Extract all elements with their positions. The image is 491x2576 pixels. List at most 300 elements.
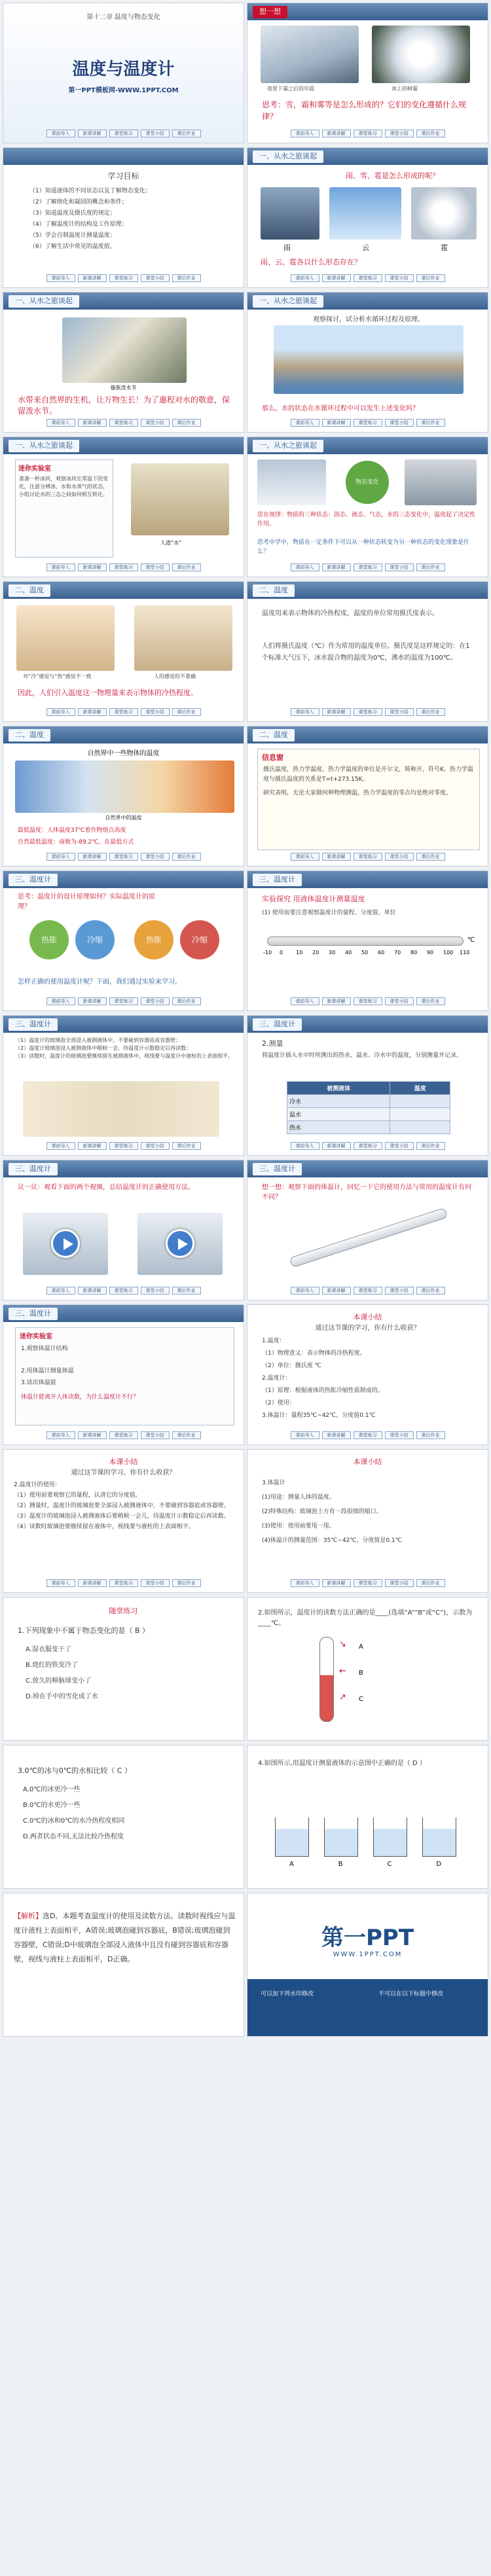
nav-button-1[interactable]: 课前导入 [46,274,75,282]
nav-button-1[interactable]: 课前导入 [291,1142,319,1150]
nav-button-4[interactable]: 课堂小结 [141,564,170,571]
table-header: 被测液体 [287,1082,390,1095]
table-cell[interactable] [390,1095,450,1108]
slide-header [3,871,244,888]
scale-tick-label: 90 [427,950,434,956]
hand-water-illustration-1 [16,605,115,671]
usage-rule: （1）温度计的玻璃泡全部浸入被测液体中，不要碰到容器底或容器壁； [15,1037,181,1043]
measure-title: 2.测量 [262,1039,283,1048]
info-text: 摄氏温度，热力学温度。热力学温度的单位是开尔文，简称开，符号K。热力学温度与摄氏温度的关系是T=t+273.15K。 [263,766,473,783]
slide-goals [3,147,244,288]
footer-nav [247,997,488,1007]
nav-button-1[interactable]: 课前导入 [291,1579,319,1587]
celsius-line-2: 人们将摄氏温度（℃）作为常用的温度单位。摄氏度是这样规定的：在1个标准大气压下，冰水混合物的温度为0℃，沸水的温度为100℃。 [262,643,470,662]
nav-button-1[interactable]: 课前导入 [291,1431,319,1439]
nav-button-2[interactable]: 新课讲解 [322,274,351,282]
nav-button-2[interactable]: 新课讲解 [78,997,107,1005]
nav-button-2[interactable]: 新课讲解 [322,1142,351,1150]
label-b: B [338,1861,343,1868]
nav-button-1[interactable]: 课前导入 [291,708,319,716]
slide-tag: 三、温度计 [253,1018,302,1031]
slide-header [247,148,488,165]
nav-button-4[interactable]: 课堂小结 [385,853,414,861]
ice-photo [405,459,477,505]
scale-tick-label: 100 [443,950,454,956]
nav-button-2[interactable]: 新课讲解 [322,419,351,427]
nav-button-3[interactable]: 课堂练习 [354,1579,382,1587]
nav-button-3[interactable]: 课堂练习 [109,1287,138,1295]
sight-arrow-a: ↘ [339,1639,346,1649]
footer-nav [247,1431,488,1440]
summary-line: 2.温度计： [262,1375,291,1382]
snow-photo [257,459,326,505]
nav-button-1[interactable]: 课前导入 [46,1579,75,1587]
hand-water-illustration-2 [134,605,232,671]
nav-button-3[interactable]: 课堂练习 [109,1579,138,1587]
end-site: WWW.1PPT.COM [333,1951,403,1958]
footer-nav [3,1287,244,1296]
end-note-2: 不可以在以下标题中修改 [378,1991,444,1997]
analysis-block [14,1909,236,1967]
label-c: C [387,1861,392,1868]
page-title: 温度与温度计 [72,60,175,79]
nav-button-3[interactable]: 课堂练习 [109,708,138,716]
sight-arrow-b: ← [339,1666,346,1676]
measure-text: 将温度计插入水中时所测出的热水、温水、冷水中的温度，分别测量并记录。 [262,1052,463,1059]
nav-button-3[interactable]: 课堂练习 [109,1431,138,1439]
slide-end [247,1893,488,2037]
nav-button-1[interactable]: 课前导入 [46,130,75,137]
table-cell: 冷水 [287,1095,390,1108]
nav-button-2[interactable]: 新课讲解 [78,1287,107,1295]
usage-rule: （2）温度计玻璃泡浸入被测液体中稍候一会，待温度计示数稳定后再读数； [15,1045,192,1051]
illustration-caption: 人道“水” [160,540,182,546]
summary-list [262,1335,384,1422]
scale-tick-label: 110 [460,950,470,956]
slide-header [3,726,244,743]
practice-heading: 随堂练习 [109,1607,138,1615]
bubble-contract-1: 冷缩 [75,920,115,959]
footer-nav [3,419,244,428]
bubble-expand-1: 热胀 [29,920,69,959]
scale-tick-label: 30 [329,950,336,956]
scale-unit: ℃ [467,937,475,944]
slide-tag: 一、从水之旅谈起 [253,440,323,452]
slide-header [3,148,244,165]
photo-caption-2: 冰上的树霜 [391,86,418,92]
summary-line: （3）温度计的玻璃泡浸入被测液体后要稍候一会儿，待温度计示数稳定后再读数。 [14,1513,230,1520]
nav-button-2[interactable]: 新课讲解 [322,564,351,571]
summary-list [262,1476,402,1548]
nav-button-2[interactable]: 新课讲解 [78,1142,107,1150]
slide-usage-rules [3,1015,244,1156]
label-a: A [359,1643,363,1651]
summary-line: （1）物理意义：表示物体的冷热程度。 [262,1350,366,1357]
nav-button-1[interactable]: 课前导入 [46,564,75,571]
scale-caption: 自然界中的温度 [105,815,142,821]
slide-tag: 三、温度计 [9,1163,58,1175]
nav-button-4[interactable]: 课堂小结 [141,130,170,137]
slide-header [247,871,488,888]
nav-button-2[interactable]: 新课讲解 [78,274,107,282]
nav-button-1[interactable]: 课前导入 [46,997,75,1005]
slide-title [3,3,244,143]
nav-button-1[interactable]: 课前导入 [291,997,319,1005]
nav-button-5[interactable]: 课后作业 [416,1579,445,1587]
footer-nav [247,274,488,283]
option-d[interactable]: D.两者状态不同,无法比较冷热程度 [23,1833,124,1840]
nav-button-5[interactable]: 课后作业 [416,130,445,137]
label-b: B [359,1670,363,1677]
nav-button-5[interactable]: 课后作业 [172,1431,201,1439]
option-c[interactable]: C.0℃的冰和0℃的水冷热程度相同 [23,1817,125,1825]
nav-button-1[interactable]: 课前导入 [291,853,319,861]
beaker-labels [267,1861,464,1868]
nav-button-1[interactable]: 课前导入 [291,419,319,427]
mini-lab-title: 迷你实验室 [18,465,51,473]
nav-button-1[interactable]: 课前导入 [46,1142,75,1150]
summary-sub: 通过这节课的学习，你有什么收获？ [71,1469,176,1476]
analysis-label: 【解析】 [14,1912,43,1920]
nav-button-2[interactable]: 新课讲解 [322,997,351,1005]
slide-water-cycle [247,292,488,433]
summary-line: （1）使用前要观察它的量程，认清它的分度值。 [14,1492,141,1499]
nav-button-2[interactable]: 新课讲解 [322,853,351,861]
slide-practice-3 [3,1745,244,1889]
nav-button-5[interactable]: 课后作业 [172,274,201,282]
feel-caption-2: 人的感觉的不准确 [154,673,196,679]
slide-analysis [3,1893,244,2037]
practice-options [26,1642,98,1705]
option-b[interactable]: B.烧红的铁变冷了 [26,1662,79,1669]
footer-nav [3,1579,244,1588]
slide-experiment [247,870,488,1011]
sight-arrow-c: ↗ [339,1692,346,1702]
bubble-contract-2: 冷缩 [180,920,219,959]
goal-item: （5）学会自制温度计测量温度； [29,232,116,239]
summary-heading: 本课小结 [353,1458,382,1466]
nav-button-5[interactable]: 课后作业 [416,1287,445,1295]
nav-button-3[interactable]: 课堂练习 [354,708,382,716]
slide-state-change [247,437,488,577]
nav-button-3[interactable]: 课堂练习 [109,274,138,282]
nav-button-1[interactable]: 课前导入 [46,1431,75,1439]
nav-button-4[interactable]: 课堂小结 [141,997,170,1005]
experiment-step: (1) 使用前要注意观察温度计的量程、分度值、单位 [262,910,396,916]
rain-photo [261,187,319,240]
summary-list [14,1480,236,1532]
nav-button-5[interactable]: 课后作业 [416,1142,445,1150]
nav-button-5[interactable]: 课后作业 [416,708,445,716]
nav-button-2[interactable]: 新课讲解 [78,1431,107,1439]
summary-line: (3)使用：使用前要甩一甩。 [262,1523,335,1530]
label-a: A [289,1861,294,1868]
summary-heading: 本课小结 [109,1458,138,1466]
nav-button-5[interactable]: 课后作业 [172,1142,201,1150]
nav-button-2[interactable]: 新课讲解 [322,1287,351,1295]
summary-line: （2）使用： [262,1400,295,1406]
rime-photo [372,26,470,83]
nav-button-5[interactable]: 课后作业 [416,274,445,282]
slide-mini-lab [3,437,244,577]
goal-item: （6）了解生活中常见的温度值。 [29,243,116,250]
footer-nav [3,1431,244,1440]
nav-button-1[interactable]: 课前导入 [46,419,75,427]
play-icon[interactable] [166,1229,194,1258]
nav-button-3[interactable]: 课堂练习 [354,1142,382,1150]
nav-button-2[interactable]: 新课讲解 [322,708,351,716]
nav-button-5[interactable]: 课后作业 [172,997,201,1005]
nav-button-4[interactable]: 课堂小结 [385,1431,414,1439]
nav-button-3[interactable]: 课堂练习 [109,564,138,571]
summary-sub: 通过这节课的学习，你有什么收获？ [315,1325,420,1332]
state-question: 思考中学中，物质在一定条件下可以从一种状态转变为另一种状态的变化现象是什么？ [257,539,470,555]
slide-header [3,1305,244,1322]
label-hail: 雹 [441,243,448,252]
slide-tag: 三、温度计 [9,1018,58,1031]
nav-button-5[interactable]: 课后作业 [172,853,201,861]
footer-nav [247,708,488,717]
nav-button-2[interactable]: 新课讲解 [78,130,107,137]
clinical-lab-box [15,1327,234,1425]
nav-button-3[interactable]: 课堂练习 [354,997,382,1005]
slide-tag: 三、温度计 [9,1308,58,1320]
hail-photo [411,187,477,240]
nav-button-5[interactable]: 课后作业 [416,853,445,861]
nav-button-2[interactable]: 新课讲解 [322,1431,351,1439]
nav-button-1[interactable]: 课前导入 [46,708,75,716]
nav-button-1[interactable]: 课前导入 [291,130,319,137]
nav-button-5[interactable]: 课后作业 [416,564,445,571]
slide-header [247,1016,488,1033]
thermometer-figure [319,1637,334,1722]
feel-caption-1: 对“冷”感觉与“热”感觉不一致 [23,673,92,679]
measure-table [287,1081,450,1134]
footer-nav [247,1142,488,1151]
state-text: 思在规律：物质的三种状态：固态、液态、气态，水的三态变化中，温度起了决定性作用。 [257,512,476,528]
celsius-line-1: 温度用来表示物体的冷热程度，温度的单位常用摄氏度表示。 [262,610,439,617]
nav-button-3[interactable]: 课堂练习 [354,419,382,427]
play-icon[interactable] [51,1229,80,1258]
summary-line: （2）测量时，温度计的玻璃泡要全部浸入被测液体中，不要碰到容器底或容器壁。 [14,1503,230,1509]
slide-tag: 二、温度 [253,729,295,742]
summary-line: (1)用途：测量人体的温度。 [262,1494,335,1501]
usage-rules-list [15,1037,234,1060]
nav-button-1[interactable]: 课前导入 [291,274,319,282]
videos-question: 议一议：观看下面的两个视频，总结温度计的正确使用方法。 [18,1184,194,1191]
goal-item: （4）了解温度计的结构及工作原理； [29,221,128,228]
slide-header [3,1160,244,1177]
footer-nav [247,1579,488,1588]
summary-line: （4）读数时玻璃泡要继续留在液体中，视线要与液柱的上表面相平。 [14,1524,194,1530]
nav-button-3[interactable]: 课堂练习 [354,274,382,282]
table-header: 温度 [390,1082,450,1095]
nav-button-3[interactable]: 课堂练习 [109,130,138,137]
slide-tag: 三、温度计 [9,874,58,886]
beaker-figures [267,1798,464,1857]
water-illustration [131,463,229,535]
end-note-1: 可以加下列水印修改 [261,1991,314,1997]
nav-button-3[interactable]: 课堂练习 [354,564,382,571]
nav-button-2[interactable]: 新课讲解 [78,1579,107,1587]
slide-thermometer-principle [3,870,244,1011]
nav-button-4[interactable]: 课堂小结 [141,1431,170,1439]
nav-button-5[interactable]: 课后作业 [172,1579,201,1587]
question-text: 雨、雪、雹是怎么形成的呢？ [346,171,439,180]
footer-nav [247,419,488,428]
nav-button-1[interactable]: 课前导入 [46,853,75,861]
nav-button-5[interactable]: 课后作业 [172,130,201,137]
footer-nav [3,708,244,717]
principle-text: 怎样正确的使用温度计呢？下面，我们通过实验来学习。 [18,978,181,986]
option-b[interactable]: B.0℃的水更冷一些 [23,1802,81,1809]
nav-button-5[interactable]: 课后作业 [172,564,201,571]
option-d[interactable]: D.掉在手中的雪化成了水 [26,1693,98,1700]
scale-tick-label: 10 [296,950,303,956]
nav-button-5[interactable]: 课后作业 [416,997,445,1005]
slide-temperature-feel [3,581,244,722]
info-note: 研究表明，无论大家做何种物理测温，热力学温度的零点均是绝对零度。 [263,790,452,796]
nav-button-2[interactable]: 新课讲解 [78,708,107,716]
footer-nav [247,564,488,573]
slide-summary-2 [3,1449,244,1593]
nav-button-5[interactable]: 课后作业 [416,419,445,427]
slide-measure [247,1015,488,1156]
nav-button-4[interactable]: 课堂小结 [141,1579,170,1587]
label-rain: 雨 [283,243,291,252]
slide-clinical-thermometer [247,1160,488,1300]
nav-button-2[interactable]: 新课讲解 [322,130,351,137]
practice-question: 3.0℃的冰与0℃的水相比较（ C ） [18,1766,132,1775]
scale-tick-label: 50 [361,950,369,956]
nav-button-4[interactable]: 课堂小结 [385,1579,414,1587]
info-title: 信息窗 [262,753,283,762]
option-c[interactable]: C.放久的樟脑球变小了 [26,1677,92,1685]
summary-line: （2）单位：摄氏度 ℃ [262,1363,321,1369]
summary-line: 3.体温计 [262,1480,285,1486]
clinical-step: 2.用体温计测量体温 [21,1368,74,1374]
slide-header [3,293,244,310]
table-cell[interactable] [390,1121,450,1134]
nav-button-5[interactable]: 课后作业 [416,1431,445,1439]
nav-button-4[interactable]: 课堂小结 [385,1287,414,1295]
nav-button-4[interactable]: 课堂小结 [385,274,414,282]
thermometer-scale [263,950,470,959]
summary-line: 3.体温计：量程35℃~42℃，分度值0.1℃ [262,1412,376,1419]
nav-button-3[interactable]: 课堂练习 [109,1142,138,1150]
nav-button-3[interactable]: 课堂练习 [354,1287,382,1295]
festival-photo [62,317,187,383]
nav-button-4[interactable]: 课堂小结 [141,274,170,282]
slide-tag: 一、从水之旅谈起 [9,295,79,308]
clinical-step: 3.读出体温值 [21,1380,56,1386]
summary-line: 1.温度： [262,1338,285,1344]
slide-water-festival [3,292,244,433]
slide-water-forms [247,147,488,288]
beaker-c [373,1817,407,1857]
nav-button-4[interactable]: 课堂小结 [385,1142,414,1150]
label-cloud: 云 [362,243,369,252]
option-a[interactable]: A.湿衣服变干了 [26,1646,71,1653]
nav-button-2[interactable]: 新课讲解 [322,1579,351,1587]
nav-button-4[interactable]: 课堂小结 [141,708,170,716]
summary-line: （1）原理：根据液体的热胀冷缩性质制成的。 [262,1387,384,1394]
nav-button-4[interactable]: 课堂小结 [385,708,414,716]
slide-tag: 一、从水之旅谈起 [9,440,79,452]
nav-button-4[interactable]: 课堂小结 [385,997,414,1005]
nav-button-4[interactable]: 课堂小结 [385,419,414,427]
water-cycle-diagram [274,325,464,394]
nav-button-3[interactable]: 课堂练习 [109,419,138,427]
slide-tag: 二、温度 [9,729,50,742]
think-question: 思考：雪，霜和雾等是怎么形成的？它们的变化遵循什么规律？ [262,100,467,121]
nav-button-2[interactable]: 新课讲解 [78,853,107,861]
temperature-scale-image [15,760,234,813]
nav-button-4[interactable]: 课堂小结 [141,853,170,861]
nav-button-3[interactable]: 课堂练习 [354,1431,382,1439]
scale-tick-label: 80 [410,950,418,956]
nav-button-5[interactable]: 课后作业 [172,1287,201,1295]
bubble-expand-2: 热胀 [134,920,173,959]
clinical-note: 体温计能离开人体读数，为什么温度计不行？ [21,1394,139,1401]
cloud-photo [329,187,401,240]
slide-header [247,582,488,599]
feel-text: 因此，人们引入温度这一物理量来表示物体的冷热程度。 [18,689,198,697]
state-bubble: 物态变化 [346,461,389,504]
nav-button-2[interactable]: 新课讲解 [78,564,107,571]
practice-options [23,1782,124,1845]
option-a[interactable]: A.0℃的冰更冷一些 [23,1786,81,1793]
nav-button-1[interactable]: 课前导入 [291,1287,319,1295]
nav-button-4[interactable]: 课堂小结 [385,564,414,571]
nav-button-1[interactable]: 课前导入 [291,564,319,571]
label-c: C [359,1696,363,1703]
nav-button-5[interactable]: 课后作业 [172,419,201,427]
slide-tag: 三、温度计 [253,1163,302,1175]
slide-tag: 三、温度计 [253,874,302,886]
nav-button-5[interactable]: 课后作业 [172,708,201,716]
slide-header [3,582,244,599]
footer-nav [3,564,244,573]
slide-header [247,293,488,310]
slide-header [247,726,488,743]
nav-button-3[interactable]: 课堂练习 [354,130,382,137]
slide-tag: 二、温度 [9,584,50,597]
analysis-text: 选D。本题考查温度计的使用及读数方法。读数时视线应与温度计液柱上表面相平，A错误;玻璃泡碰到容器底，B错误;玻璃泡碰到容器壁，C错误;D中玻璃泡全部浸入液体中且没有碰到容器底和容器壁，视线与液柱上表面相平，D正确。 [14,1912,236,1963]
summary-line: 2.温度计的使用： [14,1482,61,1488]
slide-summary-1 [247,1304,488,1445]
nav-button-4[interactable]: 课堂小结 [141,1142,170,1150]
clinical-lab-title: 迷你实验室 [20,1333,52,1340]
nav-button-4[interactable]: 课堂小结 [385,130,414,137]
info-box [257,749,480,850]
nav-button-3[interactable]: 课堂练习 [109,853,138,861]
chapter-header: 第十二章 温度与物态变化 [86,14,160,21]
slide-tag: 一、从水之旅谈起 [253,151,323,163]
table-cell[interactable] [390,1108,450,1121]
summary-heading: 本课小结 [353,1313,382,1321]
nav-button-3[interactable]: 课堂练习 [109,997,138,1005]
beaker-b [324,1817,358,1857]
slide-summary-3 [247,1449,488,1593]
nav-button-3[interactable]: 课堂练习 [354,853,382,861]
slide-tag: 一、从水之旅谈起 [253,295,323,308]
nav-button-4[interactable]: 课堂小结 [141,419,170,427]
nature-high: 自然最低温度：南极为-89.2℃，在最低方式 [18,839,134,846]
nav-button-1[interactable]: 课前导入 [46,1287,75,1295]
nav-button-4[interactable]: 课堂小结 [141,1287,170,1295]
nav-button-2[interactable]: 新课讲解 [78,419,107,427]
